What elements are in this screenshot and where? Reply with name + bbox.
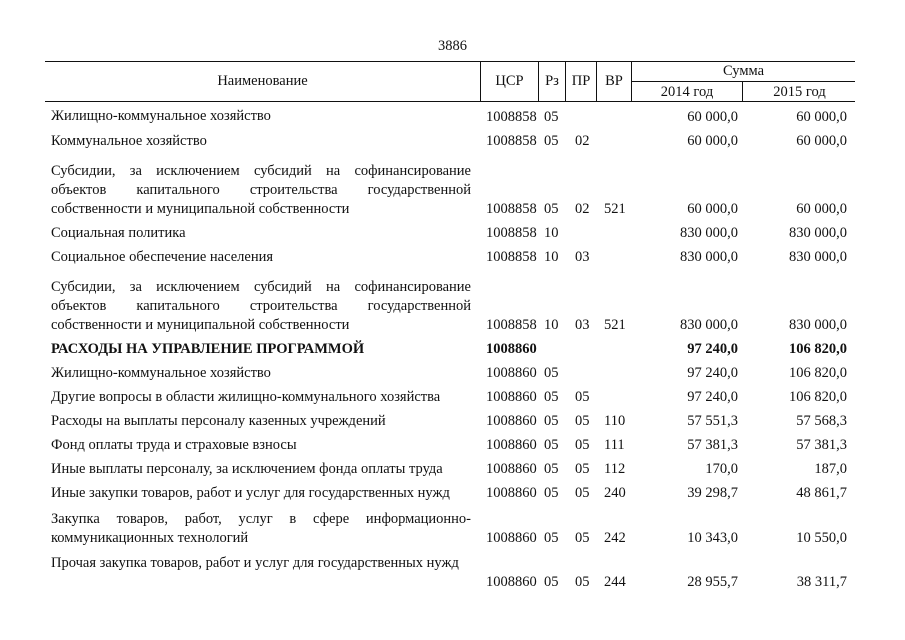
row-name: Фонд оплаты труда и страховые взносы (51, 437, 297, 453)
table-row (45, 267, 855, 335)
row-rz: 05 (544, 485, 559, 501)
row-rz: 05 (544, 389, 559, 405)
row-sum-2015: 10 550,0 (796, 530, 847, 546)
row-pr: 02 (575, 133, 590, 149)
row-name: Закупка товаров, работ, услуг в сфере информационно-коммуникационных технологий (51, 511, 471, 546)
table-row (45, 105, 855, 127)
row-name: Субсидии, за исключением субсидий на софинансирование объектов капитального строительства государственной собственности и муниципальной собственности (51, 279, 471, 333)
row-sum-2015: 38 311,7 (796, 574, 847, 590)
table-row (45, 455, 855, 479)
table-row (45, 407, 855, 431)
row-csr: 1008860 (486, 437, 537, 453)
row-sum-2014: 830 000,0 (680, 317, 738, 333)
row-rz: 05 (544, 574, 559, 590)
row-csr: 1008858 (486, 317, 537, 333)
row-pr: 05 (575, 389, 590, 405)
header-csr: ЦСР (480, 62, 538, 101)
table-row (45, 383, 855, 407)
row-pr: 05 (575, 485, 590, 501)
row-sum-2015: 60 000,0 (796, 201, 847, 217)
row-sum-2015: 60 000,0 (796, 109, 847, 125)
table-row (45, 243, 855, 267)
table-row (45, 503, 855, 548)
table-row (45, 479, 855, 503)
row-rz: 10 (544, 317, 559, 333)
row-rz: 05 (544, 365, 559, 381)
row-csr: 1008860 (486, 485, 537, 501)
row-name: Жилищно-коммунальное хозяйство (51, 365, 271, 381)
row-rz: 05 (544, 201, 559, 217)
row-sum-2015: 830 000,0 (789, 317, 847, 333)
header-year-2015: 2015 год (742, 82, 856, 102)
table-row (45, 151, 855, 219)
header-vr: ВР (596, 62, 631, 101)
row-rz: 10 (544, 249, 559, 265)
row-vr: 521 (604, 317, 626, 333)
table-row (45, 127, 855, 151)
row-csr: 1008858 (486, 225, 537, 241)
row-sum-2015: 57 568,3 (796, 413, 847, 429)
row-sum-2014: 830 000,0 (680, 249, 738, 265)
row-vr: 112 (604, 461, 626, 477)
row-pr: 03 (575, 249, 590, 265)
row-csr: 1008860 (486, 530, 537, 546)
row-csr: 1008860 (486, 413, 537, 429)
row-sum-2015: 60 000,0 (796, 133, 847, 149)
row-pr: 05 (575, 574, 590, 590)
row-vr: 240 (604, 485, 626, 501)
row-sum-2015: 106 820,0 (789, 389, 847, 405)
row-name: РАСХОДЫ НА УПРАВЛЕНИЕ ПРОГРАММОЙ (51, 341, 365, 357)
table-row (45, 431, 855, 455)
table-row (45, 548, 855, 592)
table-header (45, 61, 855, 102)
row-csr: 1008860 (486, 574, 537, 590)
row-name: Социальное обеспечение населения (51, 249, 274, 265)
row-vr: 242 (604, 530, 626, 546)
row-name: Жилищно-коммунальное хозяйство (51, 108, 271, 124)
row-name: Иные закупки товаров, работ и услуг для государственных нужд (51, 485, 450, 501)
row-name: Прочая закупка товаров, работ и услуг для государственных нужд (51, 555, 459, 571)
row-name: Субсидии, за исключением субсидий на софинансирование объектов капитального строительства государственной собственности и муниципальной собственности (51, 163, 471, 217)
row-csr: 1008860 (486, 365, 537, 381)
row-pr: 05 (575, 461, 590, 477)
row-sum-2015: 48 861,7 (796, 485, 847, 501)
row-sum-2014: 830 000,0 (680, 225, 738, 241)
row-name: Расходы на выплаты персоналу казенных учреждений (51, 413, 386, 429)
row-csr: 1008860 (486, 341, 537, 357)
table-body (45, 104, 855, 592)
row-rz: 05 (544, 530, 559, 546)
row-pr: 05 (575, 437, 590, 453)
row-csr: 1008858 (486, 201, 537, 217)
row-csr: 1008858 (486, 109, 537, 125)
row-sum-2014: 97 240,0 (687, 341, 738, 357)
row-name: Иные выплаты персоналу, за исключением фонда оплаты труда (51, 461, 443, 477)
row-rz: 10 (544, 225, 559, 241)
row-csr: 1008858 (486, 249, 537, 265)
table-row (45, 359, 855, 383)
page-number: 3886 (438, 38, 467, 54)
row-csr: 1008860 (486, 461, 537, 477)
row-sum-2014: 57 551,3 (687, 413, 738, 429)
row-sum-2014: 60 000,0 (687, 201, 738, 217)
row-pr: 05 (575, 413, 590, 429)
row-rz: 05 (544, 133, 559, 149)
row-csr: 1008860 (486, 389, 537, 405)
row-rz: 05 (544, 437, 559, 453)
header-pr: ПР (565, 62, 596, 101)
header-year-2014: 2014 год (660, 83, 714, 100)
row-sum-2014: 57 381,3 (687, 437, 738, 453)
row-name: Социальная политика (51, 225, 186, 241)
row-sum-2015: 830 000,0 (789, 225, 847, 241)
row-csr: 1008858 (486, 133, 537, 149)
row-sum-2014: 170,0 (705, 461, 738, 477)
header-name: Наименование (217, 73, 308, 89)
row-vr: 244 (604, 574, 626, 590)
row-sum-2014: 60 000,0 (687, 133, 738, 149)
row-sum-2015: 106 820,0 (789, 341, 847, 357)
row-sum-2014: 39 298,7 (687, 485, 738, 501)
row-sum-2014: 60 000,0 (687, 109, 738, 125)
row-sum-2015: 57 381,3 (796, 437, 847, 453)
header-rz: Рз (538, 62, 565, 101)
row-sum-2015: 106 820,0 (789, 365, 847, 381)
table-row (45, 219, 855, 243)
row-rz: 05 (544, 461, 559, 477)
row-sum-2015: 187,0 (814, 461, 847, 477)
row-sum-2015: 830 000,0 (789, 249, 847, 265)
row-sum-2014: 97 240,0 (687, 389, 738, 405)
header-sum: Сумма (632, 62, 855, 82)
row-name: Другие вопросы в области жилищно-коммунального хозяйства (51, 389, 441, 405)
row-vr: 110 (604, 413, 626, 429)
row-rz: 05 (544, 413, 559, 429)
row-vr: 111 (604, 437, 625, 453)
row-pr: 02 (575, 201, 590, 217)
row-vr: 521 (604, 201, 626, 217)
row-sum-2014: 97 240,0 (687, 365, 738, 381)
row-pr: 03 (575, 317, 590, 333)
table-row-section-total (45, 335, 855, 359)
row-sum-2014: 10 343,0 (687, 530, 738, 546)
row-name: Коммунальное хозяйство (51, 133, 207, 149)
row-sum-2014: 28 955,7 (687, 574, 738, 590)
header-sum-group (631, 62, 855, 101)
row-pr: 05 (575, 530, 590, 546)
row-rz: 05 (544, 109, 559, 125)
